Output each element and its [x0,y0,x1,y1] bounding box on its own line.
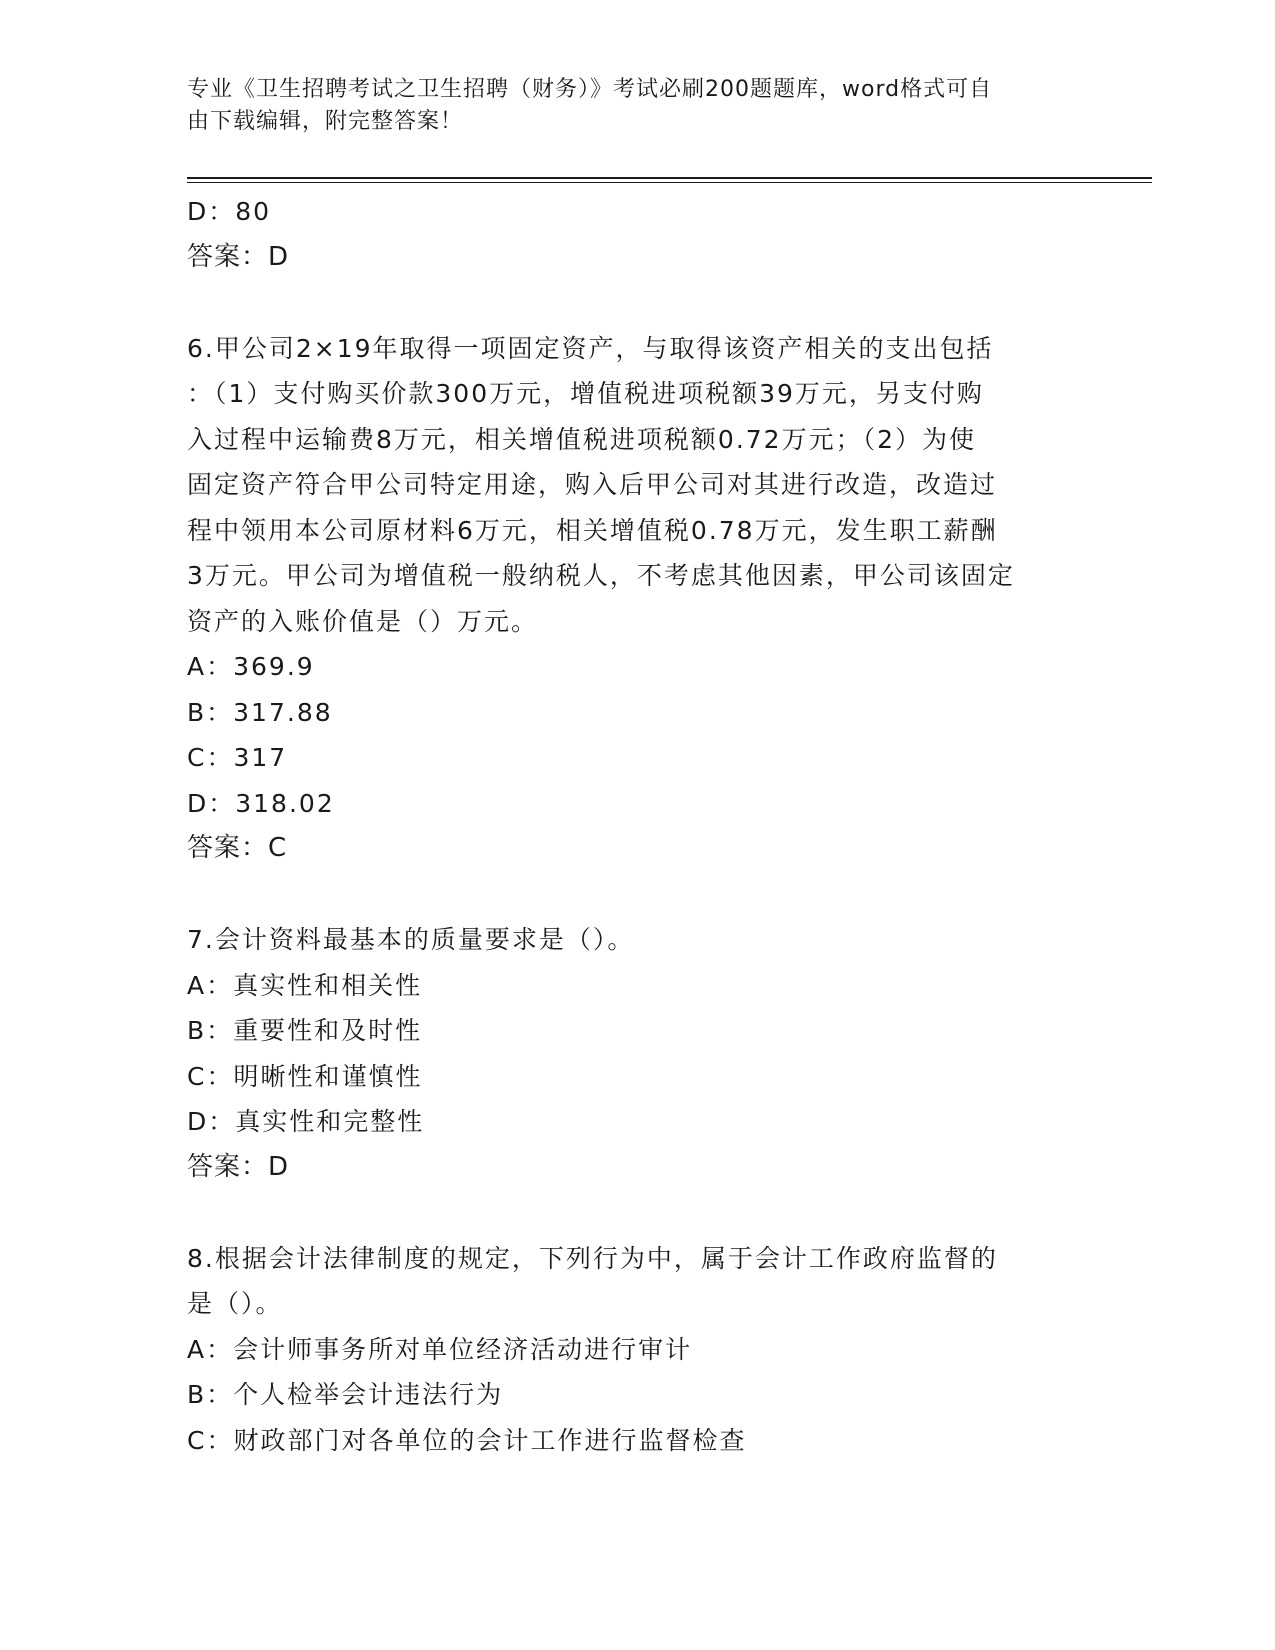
spacer [187,1190,1087,1236]
answer: 答案：C [187,833,288,863]
question-text-line: 是（）。 [187,1289,283,1318]
question-text-line: 资产的入账价值是（）万元。 [187,606,539,636]
header-title-line-2: 由下载编辑，附完整答案！ [187,109,464,134]
header-divider-thick [187,177,1152,179]
answer: 答案：D [187,1151,290,1182]
question-text-line: 入过程中运输费8万元，相关增值税进项税额0.72万元；（2）为使 [187,424,976,454]
question-text-line: 8.根据会计法律制度的规定，下列行为中，属于会计工作政府监督的 [187,1243,998,1273]
option-a: A：369.9 [187,652,315,681]
question-text-line: 程中领用本公司原材料6万元，相关增值税0.78万元，发生职工薪酬 [187,515,998,545]
question-6 [187,326,1087,872]
option-b: B：317.88 [187,697,333,727]
option-d: D：80 [187,197,272,226]
document-header [187,74,1087,138]
option-a: A：真实性和相关性 [187,970,423,1000]
header-title-line-1: 专业《卫生招聘考试之卫生招聘（财务）》考试必刷200题题库，word格式可自 [187,77,993,102]
option-c: C：317 [187,743,288,772]
option-c: C：财政部门对各单位的会计工作进行监督检查 [187,1425,747,1455]
option-b: B：个人检举会计违法行为 [187,1380,504,1409]
question-8 [187,1236,1087,1464]
question-text-line: ：（1）支付购买价款300万元，增值税进项税额39万元，另支付购 [187,379,984,408]
answer: 答案：D [187,241,290,272]
question-7 [187,917,1087,1190]
question-text-line: 3万元。甲公司为增值税一般纳税人，不考虑其他因素，甲公司该固定 [187,561,1015,590]
question-text-line: 7.会计资料最基本的质量要求是（）。 [187,925,635,954]
option-d: D：318.02 [187,788,335,818]
document-body [187,189,1087,1463]
header-divider-thin [187,182,1152,183]
option-c: C：明晰性和谨慎性 [187,1061,423,1091]
option-d: D：真实性和完整性 [187,1107,425,1136]
question-text-line: 固定资产符合甲公司特定用途，购入后甲公司对其进行改造，改造过 [187,470,998,499]
question-text-line: 6.甲公司2×19年取得一项固定资产，与取得该资产相关的支出包括 [187,333,994,363]
spacer [187,280,1087,326]
option-a: A：会计师事务所对单位经济活动进行审计 [187,1334,693,1364]
option-b: B：重要性和及时性 [187,1016,423,1045]
spacer [187,872,1087,918]
